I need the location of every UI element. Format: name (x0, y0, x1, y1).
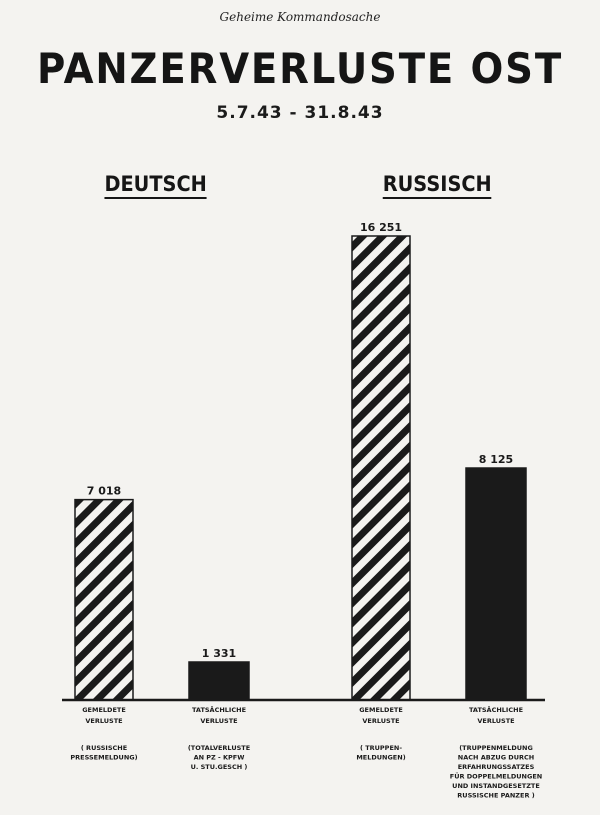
bar-value-label-1: 7 018 (86, 484, 122, 498)
bar-note-4: ERFAHRUNGSSATZES (457, 763, 535, 771)
bar-note-3: MELDUNGEN) (356, 753, 406, 762)
bar-2 (189, 662, 249, 700)
bar-note-2: U. STU.GESCH ) (190, 763, 248, 771)
bar-note-4: FÜR DOPPELMELDUNGEN (449, 772, 543, 781)
bar-category-label-3: GEMELDETE (359, 706, 403, 714)
bar-note-4: UND INSTANDGESETZTE (452, 782, 540, 790)
bar-category-label-1: VERLUSTE (85, 717, 123, 725)
bar-note-3: ( TRUPPEN- (359, 744, 403, 752)
bar-value-label-3: 16 251 (359, 221, 403, 234)
bar-note-4: (TRUPPENMELDUNG (459, 744, 533, 752)
bar-note-4: NACH ABZUG DURCH (457, 753, 535, 762)
bar-category-label-4: TATSÄCHLICHE (468, 706, 524, 714)
bar-note-1: PRESSEMELDUNG) (70, 753, 138, 762)
bar-category-label-1: GEMELDETE (82, 706, 126, 714)
bar-category-label-4: VERLUSTE (477, 717, 515, 725)
chart-period: 5.7.43 - 31.8.43 (216, 103, 384, 123)
bar-value-label-4: 8 125 (478, 453, 514, 467)
bar-3 (352, 236, 410, 700)
bar-category-label-2: VERLUSTE (200, 717, 238, 725)
group-label-russisch: RUSSISCH (383, 172, 492, 199)
bar-category-label-2: TATSÄCHLICHE (191, 706, 247, 714)
bar-value-label-2: 1 331 (201, 646, 237, 660)
classification-note: Geheime Kommandosache (219, 10, 381, 24)
bar-category-label-3: VERLUSTE (362, 717, 400, 725)
bar-note-2: AN PZ - KPFW (193, 753, 245, 762)
chart-title: PANZERVERLUSTE OST (36, 44, 564, 93)
group-label-deutsch: DEUTSCH (104, 172, 206, 199)
bar-note-2: (TOTALVERLUSTE (187, 744, 251, 752)
bar-1 (75, 500, 133, 700)
bar-note-1: ( RUSSISCHE (80, 744, 128, 752)
bar-note-4: RUSSISCHE PANZER ) (457, 791, 535, 800)
bar-4 (466, 468, 526, 700)
